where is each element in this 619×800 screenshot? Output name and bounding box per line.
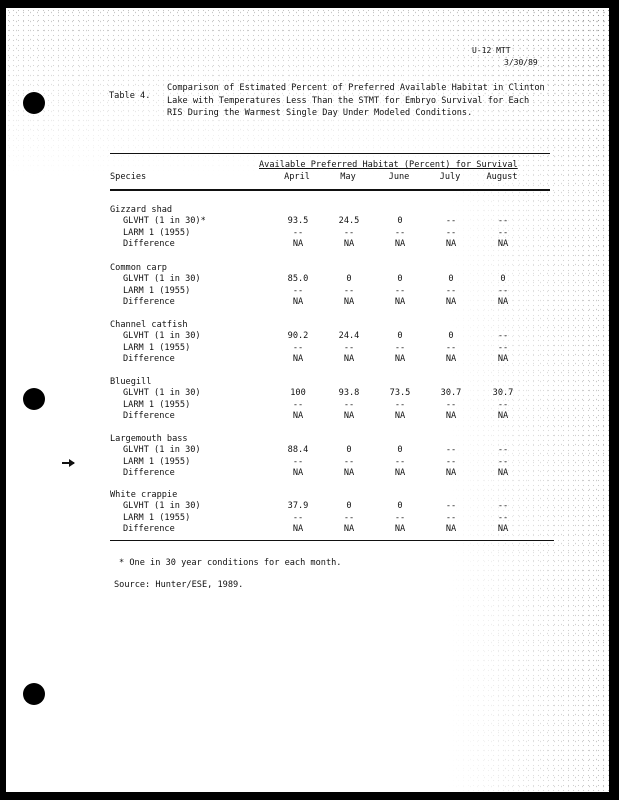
species-group bbox=[110, 263, 560, 309]
document-date: 3/30/89 bbox=[504, 58, 538, 67]
table-cell: -- bbox=[343, 342, 355, 353]
table-header-rule bbox=[110, 189, 550, 191]
table-cell: -- bbox=[343, 285, 355, 296]
table-cell: -- bbox=[497, 456, 509, 467]
table-cell: -- bbox=[445, 227, 457, 238]
table-cell: 30.7 bbox=[440, 388, 462, 398]
table-cell: NA bbox=[497, 354, 509, 364]
table-cell: -- bbox=[292, 512, 304, 523]
row-label: Difference bbox=[123, 297, 175, 307]
row-label: GLVHT (1 in 30) bbox=[123, 274, 201, 284]
table-bottom-rule bbox=[110, 540, 554, 541]
document-page bbox=[6, 8, 609, 792]
table-top-rule bbox=[110, 153, 550, 154]
row-label: LARM 1 (1955) bbox=[123, 342, 191, 353]
table-cell: -- bbox=[394, 285, 406, 296]
row-label: Difference bbox=[123, 354, 175, 364]
species-name: Gizzard shad bbox=[110, 205, 173, 215]
punch-hole-bottom bbox=[23, 683, 45, 705]
table-cell: NA bbox=[497, 524, 509, 534]
table-cell: 93.8 bbox=[338, 388, 360, 398]
table-cell: -- bbox=[343, 456, 355, 467]
table-cell: 0 bbox=[500, 274, 506, 284]
table-cell: -- bbox=[445, 285, 457, 296]
table-cell: 30.7 bbox=[492, 388, 514, 398]
table-cell: -- bbox=[343, 227, 355, 238]
species-group bbox=[110, 434, 560, 480]
month-header-april: April bbox=[284, 172, 310, 182]
species-group bbox=[110, 205, 560, 251]
row-label: Difference bbox=[123, 411, 175, 421]
table-cell: 0 bbox=[397, 216, 403, 226]
row-label: LARM 1 (1955) bbox=[123, 227, 191, 238]
row-label: GLVHT (1 in 30) bbox=[123, 445, 201, 455]
table-cell: -- bbox=[394, 342, 406, 353]
table-cell: 24.4 bbox=[338, 331, 360, 341]
table-cell: -- bbox=[445, 501, 457, 511]
table-cell: -- bbox=[445, 512, 457, 523]
table-cell: NA bbox=[394, 524, 406, 534]
species-column-header: Species bbox=[110, 172, 147, 182]
table-cell: 0 bbox=[346, 274, 352, 284]
table-cell: 0 bbox=[448, 274, 454, 284]
table-cell: -- bbox=[445, 445, 457, 455]
species-name: Bluegill bbox=[110, 377, 152, 387]
table-cell: NA bbox=[343, 297, 355, 307]
table-cell: NA bbox=[394, 239, 406, 249]
table-cell: 85.0 bbox=[287, 274, 309, 284]
table-cell: -- bbox=[497, 216, 509, 226]
table-cell: -- bbox=[394, 512, 406, 523]
species-group bbox=[110, 320, 560, 366]
table-cell: 0 bbox=[397, 274, 403, 284]
table-cell: NA bbox=[292, 354, 304, 364]
table-cell: -- bbox=[394, 227, 406, 238]
table-cell: NA bbox=[445, 239, 457, 249]
table-cell: -- bbox=[497, 285, 509, 296]
table-cell: NA bbox=[445, 297, 457, 307]
table-cell: 0 bbox=[397, 445, 403, 455]
table-cell: NA bbox=[292, 524, 304, 534]
table-cell: 0 bbox=[397, 501, 403, 511]
table-cell: NA bbox=[394, 411, 406, 421]
table-cell: -- bbox=[292, 399, 304, 410]
row-label: LARM 1 (1955) bbox=[123, 285, 191, 296]
table-cell: NA bbox=[292, 411, 304, 421]
table-cell: -- bbox=[497, 445, 509, 455]
table-cell: -- bbox=[343, 512, 355, 523]
table-cell: NA bbox=[292, 297, 304, 307]
table-cell: NA bbox=[394, 354, 406, 364]
punch-hole-middle bbox=[23, 388, 45, 410]
table-cell: -- bbox=[292, 285, 304, 296]
table-cell: NA bbox=[343, 239, 355, 249]
table-cell: -- bbox=[445, 342, 457, 353]
table-cell: NA bbox=[445, 354, 457, 364]
table-cell: NA bbox=[292, 468, 304, 478]
table-cell: 90.2 bbox=[287, 331, 309, 341]
species-group bbox=[110, 377, 560, 423]
table-cell: -- bbox=[445, 216, 457, 226]
table-cell: NA bbox=[497, 411, 509, 421]
species-name: Largemouth bass bbox=[110, 434, 188, 444]
table-cell: -- bbox=[497, 227, 509, 238]
species-name: Common carp bbox=[110, 263, 167, 273]
row-label: Difference bbox=[123, 524, 175, 534]
margin-arrow-mark bbox=[62, 462, 74, 464]
table-cell: 93.5 bbox=[287, 216, 309, 226]
table-cell: 100 bbox=[290, 388, 306, 398]
table-cell: -- bbox=[292, 342, 304, 353]
row-label: Difference bbox=[123, 468, 175, 478]
table-cell: NA bbox=[292, 239, 304, 249]
table-cell: -- bbox=[497, 512, 509, 523]
table-cell: 0 bbox=[346, 501, 352, 511]
table-cell: NA bbox=[445, 468, 457, 478]
table-cell: NA bbox=[445, 411, 457, 421]
row-label: LARM 1 (1955) bbox=[123, 512, 191, 523]
table-cell: NA bbox=[343, 411, 355, 421]
table-cell: 0 bbox=[397, 331, 403, 341]
row-label: GLVHT (1 in 30)* bbox=[123, 216, 206, 226]
row-label: Difference bbox=[123, 239, 175, 249]
month-header-july: July bbox=[439, 172, 461, 182]
table-cell: NA bbox=[497, 297, 509, 307]
table-cell: NA bbox=[445, 524, 457, 534]
table-cell: 88.4 bbox=[287, 445, 309, 455]
table-cell: 0 bbox=[346, 445, 352, 455]
table-cell: NA bbox=[343, 468, 355, 478]
month-header-june: June bbox=[388, 172, 410, 182]
table-number: Table 4. bbox=[109, 91, 151, 101]
table-cell: -- bbox=[497, 331, 509, 341]
month-header-may: May bbox=[340, 172, 356, 182]
table-cell: -- bbox=[292, 227, 304, 238]
table-cell: NA bbox=[497, 239, 509, 249]
row-label: GLVHT (1 in 30) bbox=[123, 331, 201, 341]
row-label: GLVHT (1 in 30) bbox=[123, 388, 201, 398]
table-cell: 73.5 bbox=[389, 388, 411, 398]
species-name: Channel catfish bbox=[110, 320, 188, 330]
table-caption: Comparison of Estimated Percent of Preferred Available Habitat in Clinton Lake with Temperatures Less Than the STMT for Embryo Survival for Each RIS During the Warmest Single Day Under Modeled Conditions. bbox=[167, 83, 545, 118]
table-cell: 24.5 bbox=[338, 216, 360, 226]
table-cell: NA bbox=[394, 468, 406, 478]
table-cell: NA bbox=[343, 354, 355, 364]
table-cell: -- bbox=[394, 399, 406, 410]
table-cell: -- bbox=[445, 456, 457, 467]
source-note: Source: Hunter/ESE, 1989. bbox=[114, 580, 244, 590]
table-cell: -- bbox=[292, 456, 304, 467]
species-name: White crappie bbox=[110, 490, 178, 500]
table-cell: 0 bbox=[448, 331, 454, 341]
row-label: LARM 1 (1955) bbox=[123, 399, 191, 410]
table-cell: -- bbox=[394, 456, 406, 467]
table-cell: NA bbox=[394, 297, 406, 307]
table-cell: -- bbox=[497, 342, 509, 353]
table-cell: -- bbox=[445, 399, 457, 410]
table-cell: NA bbox=[343, 524, 355, 534]
column-group-header: Available Preferred Habitat (Percent) for Survival bbox=[259, 160, 518, 170]
punch-hole-top bbox=[23, 92, 45, 114]
row-label: LARM 1 (1955) bbox=[123, 456, 191, 467]
document-reference: U-12 MTT bbox=[472, 46, 511, 55]
table-cell: NA bbox=[497, 468, 509, 478]
table-cell: -- bbox=[497, 399, 509, 410]
month-header-august: August bbox=[486, 172, 518, 182]
row-label: GLVHT (1 in 30) bbox=[123, 501, 201, 511]
table-cell: 37.9 bbox=[287, 501, 309, 511]
table-cell: -- bbox=[497, 501, 509, 511]
species-group bbox=[110, 490, 560, 536]
table-cell: -- bbox=[343, 399, 355, 410]
footnote: * One in 30 year conditions for each month. bbox=[119, 558, 342, 568]
